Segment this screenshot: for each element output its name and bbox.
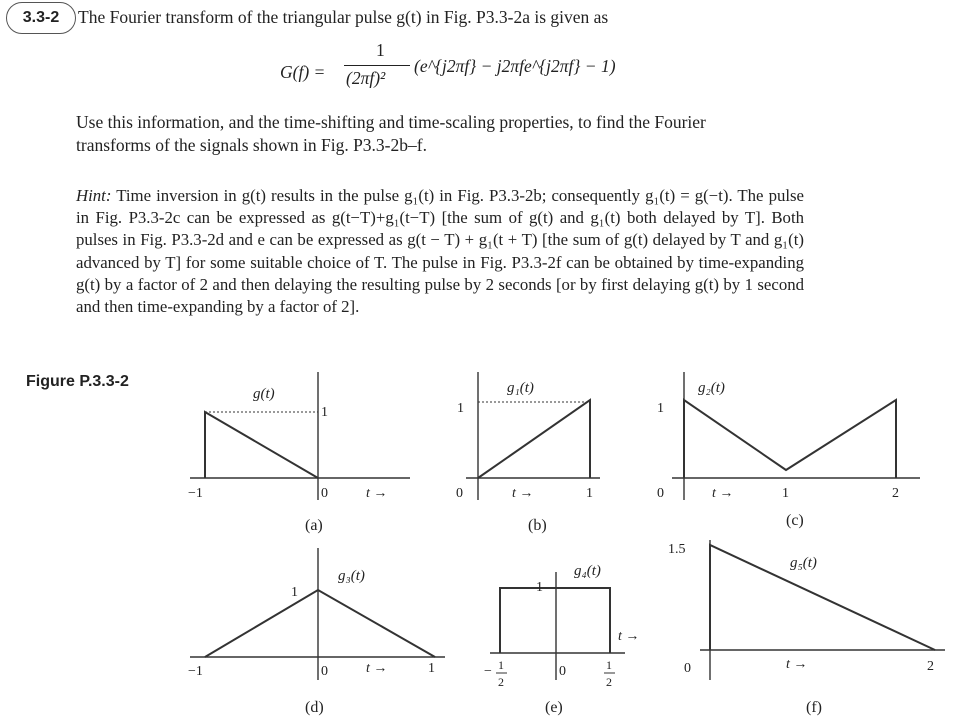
- panel-e-label-den-left: 2: [498, 675, 504, 689]
- panel-d-caption: (d): [305, 699, 324, 716]
- panel-e-caption: (e): [545, 699, 563, 716]
- panel-d-label-t1: 1: [428, 661, 435, 676]
- hint-text: Time inversion in g(t) results in the pulse g₁(t) in Fig. P3.3-2b; consequently g₁(t) = g(−t). The pulse in Fig. P3.3-2c can be expressed as g(t−T)+g₁(t−T) [the sum of g(t) and g₁(t) both delayed by T]. Both pulses in Fig. P3.3-2d and e can be expressed as g(t − T) + g₁(t + T) [the sum of g(t) delayed by T and g₁(t) advanced by T] for some suitable choice of T. The pulse in Fig. P3.3-2f can be obtained by time-expanding g(t) by a factor of 2 and then delaying the resulting pulse by 2 seconds [or by first delaying g(t) by 1 second and then time-expanding by a factor of 2].: [76, 186, 804, 317]
- panel-e-t-arrow: t →: [618, 629, 640, 644]
- panel-b-caption: (b): [528, 517, 547, 534]
- panel-d-signal: g₃(t): [338, 568, 365, 584]
- panel-e-label-y1: 1: [536, 580, 543, 595]
- panel-d-axes: [190, 548, 445, 680]
- panel-c-signal: g₂(t): [698, 380, 725, 396]
- panel-c-label-y1: 1: [657, 401, 664, 416]
- panel-c-label-t1: 1: [782, 486, 789, 501]
- panel-c-t-arrow: t →: [712, 486, 734, 501]
- panel-f-curve: [710, 545, 935, 650]
- panel-d-label-y1: 1: [291, 585, 298, 600]
- hint-label: Hint:: [76, 186, 112, 205]
- panel-b-label-0: 0: [456, 486, 463, 501]
- panel-e-signal: g₄(t): [574, 563, 601, 579]
- panel-e-minus: −: [484, 664, 492, 679]
- panel-e-label-num-right: 1: [606, 658, 612, 672]
- equation-lhs: G(f) =: [280, 62, 326, 82]
- panel-d-label-0: 0: [321, 664, 328, 679]
- panel-b-curve: [478, 400, 590, 478]
- problem-number: 3.3-2: [22, 9, 60, 26]
- panel-b-signal: g₁(t): [507, 380, 534, 396]
- panel-f-t-arrow: t →: [786, 657, 808, 672]
- panel-f-label-y15: 1.5: [668, 542, 686, 557]
- panel-c-label-t2: 2: [892, 486, 899, 501]
- panel-d-t-arrow: t →: [366, 661, 388, 676]
- panel-c-curve: [684, 400, 896, 478]
- panel-e-label-num-left: 1: [498, 658, 504, 672]
- panel-d-label-neg1: −1: [188, 664, 203, 679]
- equation-rhs: (e^{j2πf} − j2πfe^{j2πf} − 1): [414, 56, 616, 76]
- panel-d-curve: [205, 590, 435, 657]
- figure-label: Figure P.3.3-2: [26, 373, 129, 390]
- panel-e-label-0: 0: [559, 664, 566, 679]
- equation-numerator: 1: [376, 40, 385, 60]
- panel-a-label-1: 1: [321, 405, 328, 420]
- panel-f-axes: [700, 540, 945, 680]
- panel-a-axes: [190, 372, 410, 500]
- panel-f-label-t2: 2: [927, 659, 934, 674]
- panel-a-label-0: 0: [321, 486, 328, 501]
- panel-c-caption: (c): [786, 512, 804, 529]
- panel-e-curve: [500, 588, 610, 653]
- panel-e-label-den-right: 2: [606, 675, 612, 689]
- instruction-line-1: Use this information, and the time-shifting and time-scaling properties, to find the Fourier: [76, 112, 706, 132]
- panel-f-label-0: 0: [684, 661, 691, 676]
- panel-a-caption: (a): [305, 517, 323, 534]
- panel-a-signal: g(t): [253, 386, 275, 402]
- panel-f-caption: (f): [806, 699, 822, 716]
- panel-f-signal: g₅(t): [790, 555, 817, 571]
- panel-a-curve: [205, 412, 318, 478]
- panel-b-label-y1: 1: [457, 401, 464, 416]
- problem-intro: The Fourier transform of the triangular pulse g(t) in Fig. P3.3-2a is given as: [78, 7, 609, 27]
- panel-a-label-neg1: −1: [188, 486, 203, 501]
- panel-b-t-arrow: t →: [512, 486, 534, 501]
- instruction-line-2: transforms of the signals shown in Fig. P3.3-2b–f.: [76, 134, 427, 155]
- panel-a-t-arrow: t →: [366, 486, 388, 501]
- panel-c-label-0: 0: [657, 486, 664, 501]
- equation-denominator: (2πf)²: [346, 68, 386, 88]
- panel-b-label-t1: 1: [586, 486, 593, 501]
